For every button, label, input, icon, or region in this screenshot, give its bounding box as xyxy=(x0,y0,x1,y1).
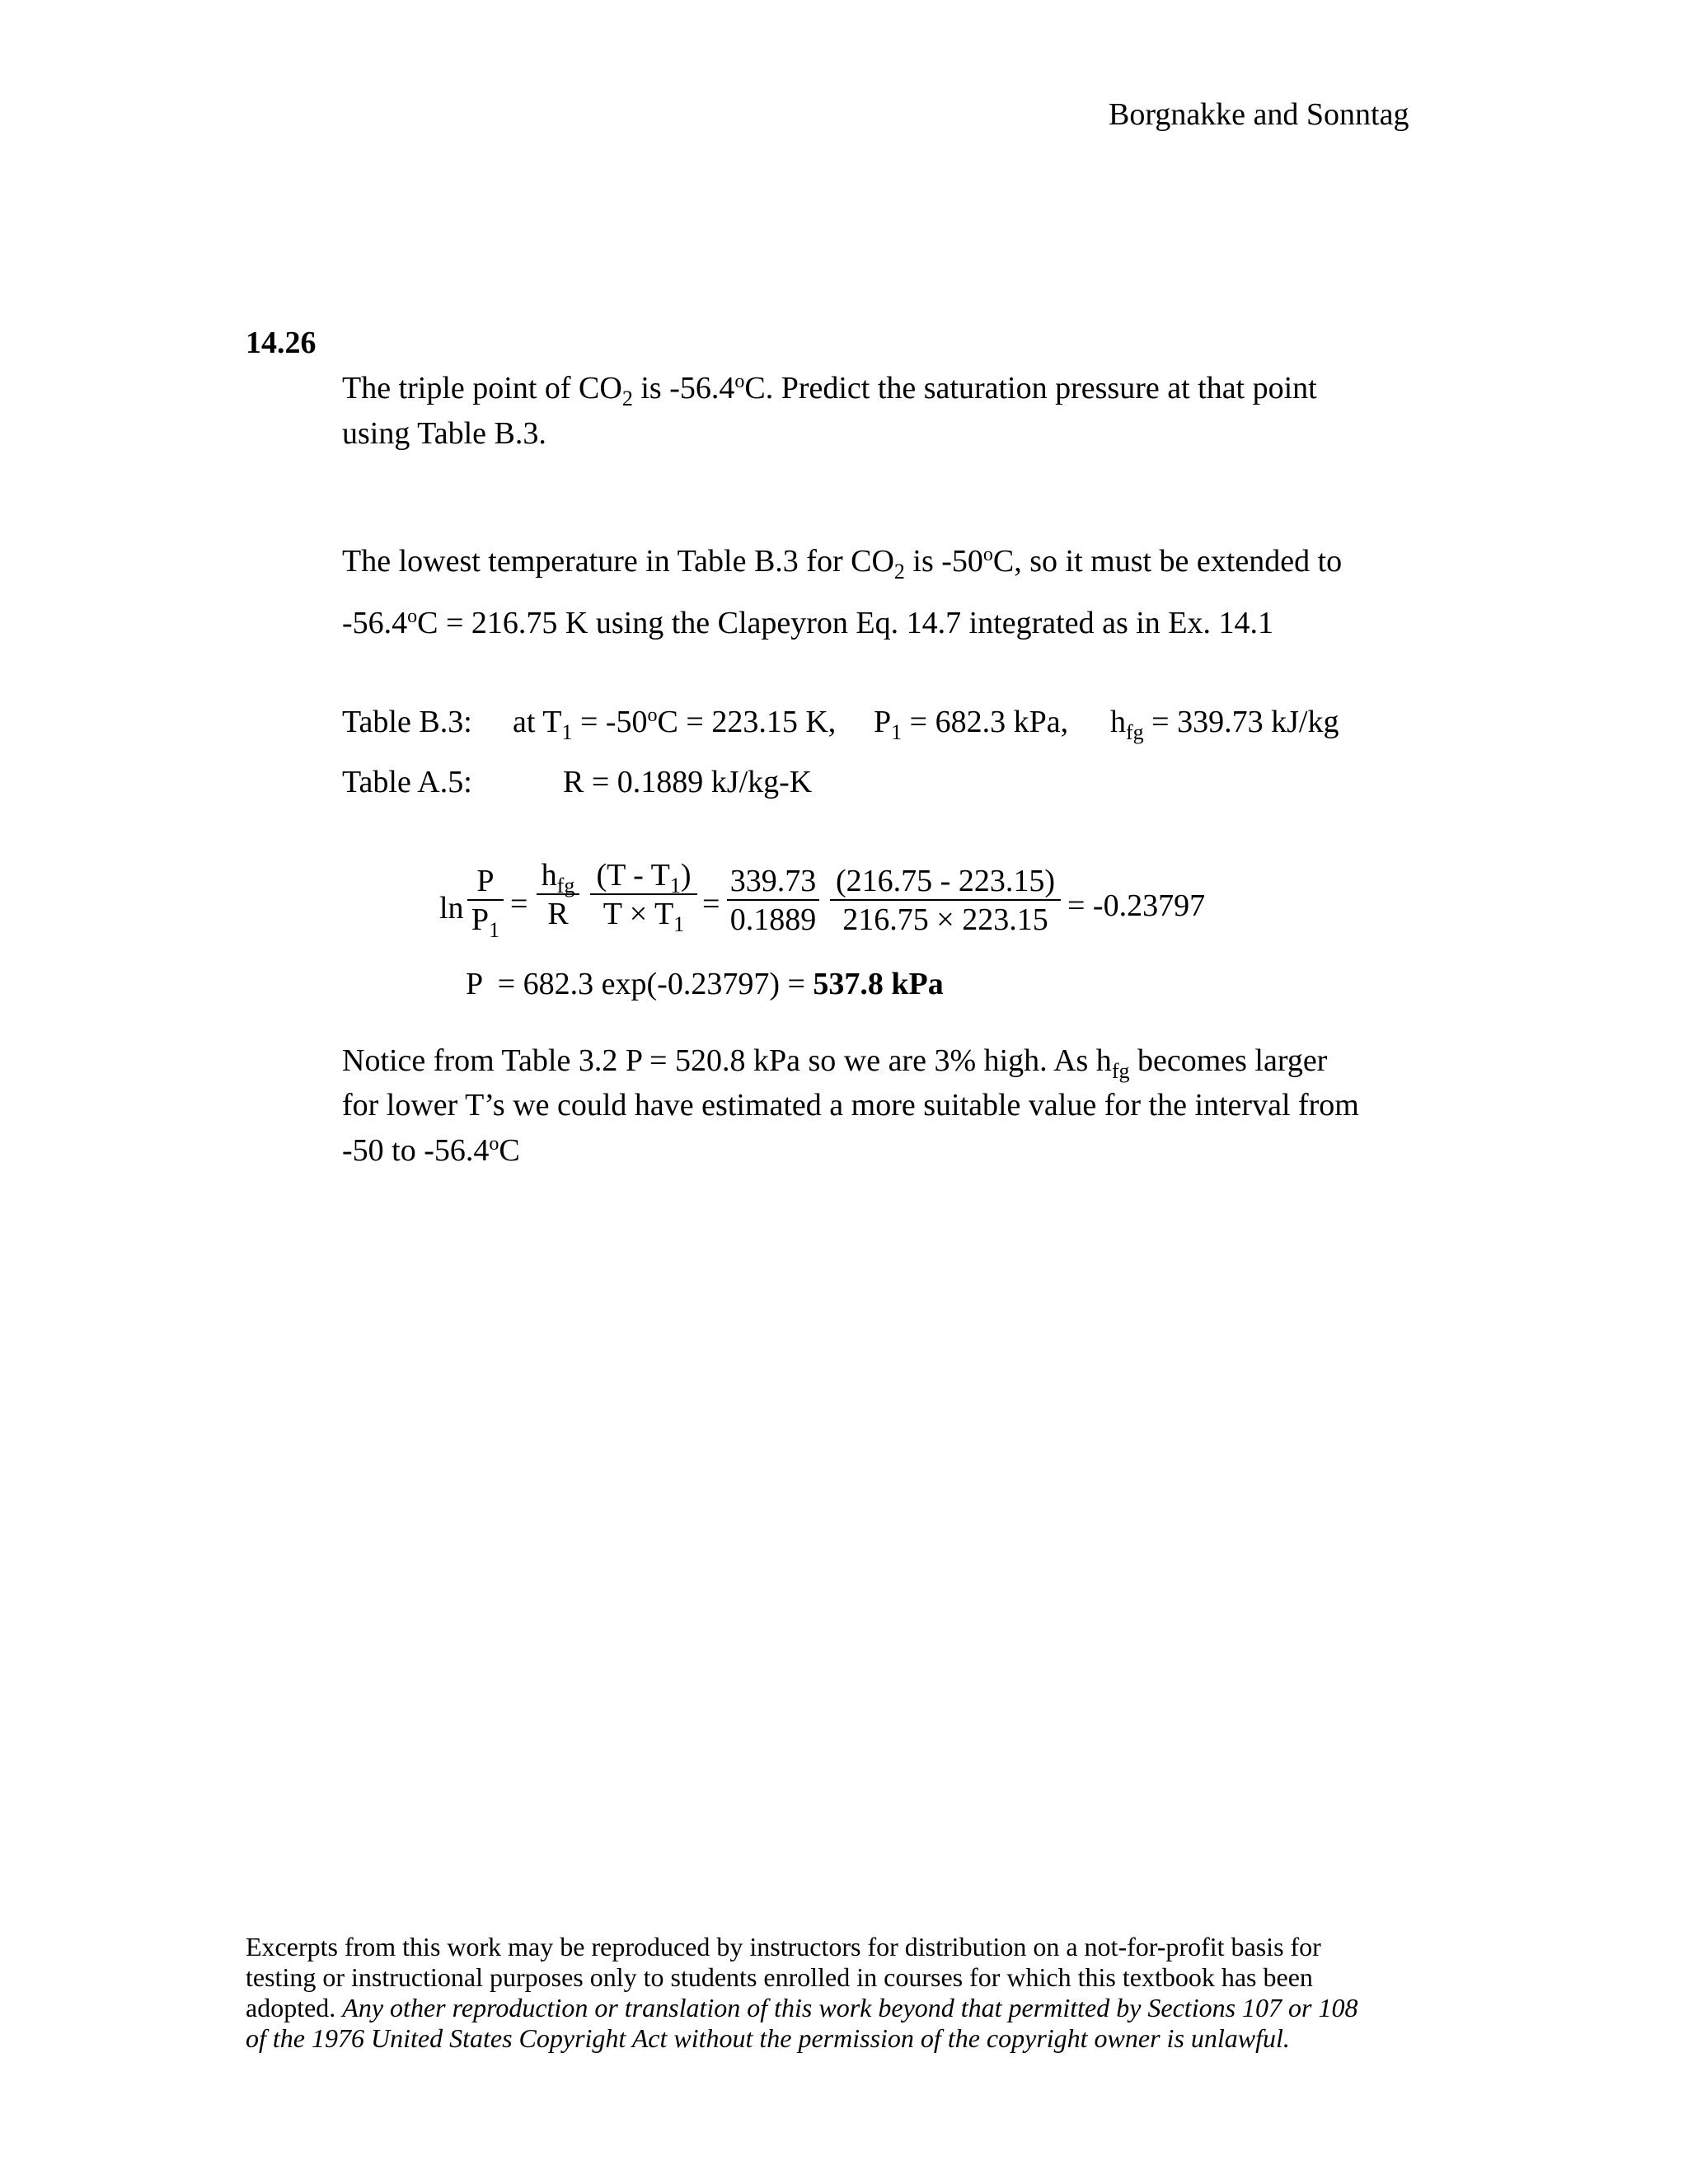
footer-line-4: of the 1976 United States Copyright Act without the permission of the copyright owner is unlawful. xyxy=(246,2023,1290,2053)
ln-symbol: ln xyxy=(439,891,464,926)
question-line-2: using Table B.3. xyxy=(342,416,546,451)
pressure-result-value: 537.8 kPa xyxy=(813,967,944,1001)
footer-line-1: Excerpts from this work may be reproduced by instructors for distribution on a not-for-profit basis for xyxy=(246,1932,1321,1961)
fraction-p-over-p1: P $P_1$ xyxy=(467,865,504,935)
equals-sign-2: = xyxy=(702,887,720,921)
header-author: Borgnakke and Sonntag xyxy=(1109,97,1409,132)
footer-line-2: testing or instructional purposes only to students enrolled in courses for which this textbook has been xyxy=(246,1962,1313,1992)
equals-sign-1: = xyxy=(510,887,528,921)
notice-line-1: Notice from Table 3.2 P = 520.8 kPa so we are 3% high. As $h_{fg}$ becomes larger xyxy=(342,1043,1328,1083)
equation-result: = -0.23797 xyxy=(1067,888,1206,923)
solution-line-1: The lowest temperature in Table B.3 for $CO_2$ is -50$^o$C, so it must be extended to xyxy=(342,544,1343,583)
question-line-1: The triple point of $CO_2$ is -56.4$^o$C. Predict the saturation pressure at that point xyxy=(342,371,1317,410)
problem-number: 14.26 xyxy=(246,326,316,360)
fraction-numeric-hfg-r: 339.73 0.1889 xyxy=(727,865,819,935)
notice-line-2: for lower T’s we could have estimated a more suitable value for the interval from xyxy=(342,1088,1359,1122)
table-a5-label: Table A.5: xyxy=(342,765,472,799)
pressure-result-line: P = 682.3 exp(-0.23797) = 537.8 kPa xyxy=(466,967,944,1001)
table-a5-value: R = 0.1889 kJ/kg-K xyxy=(563,765,813,799)
table-b3-pressure: $P_1 = 682.3$ kPa, xyxy=(874,705,1069,744)
table-b3-hfg: $h_{fg} = 339.73$ kJ/kg xyxy=(1110,705,1339,744)
solution-line-2: $-56.4^oC = 216.75$ K using the Clapeyron Eq. 14.7 integrated as in Ex. 14.1 xyxy=(342,606,1273,640)
notice-line-3: -50 to -56.4$^o$C xyxy=(342,1133,520,1168)
table-b3-label: Table B.3: xyxy=(342,705,472,739)
fraction-numeric-temps: (216.75 - 223.15) 216.75 × 223.15 xyxy=(830,865,1061,935)
table-b3-temperature: at $T_1 = -50^oC = 223.15$ K, xyxy=(513,705,837,744)
fraction-hfg-over-r: $h_{fg}$ R xyxy=(537,860,579,930)
footer-line-3: adopted. Any other reproduction or translation of this work beyond that permitted by Sections 107 or 108 xyxy=(246,1993,1358,2022)
fraction-dt-over-tt1: $(T - T_1)$ $T \times T_1$ xyxy=(590,860,697,930)
